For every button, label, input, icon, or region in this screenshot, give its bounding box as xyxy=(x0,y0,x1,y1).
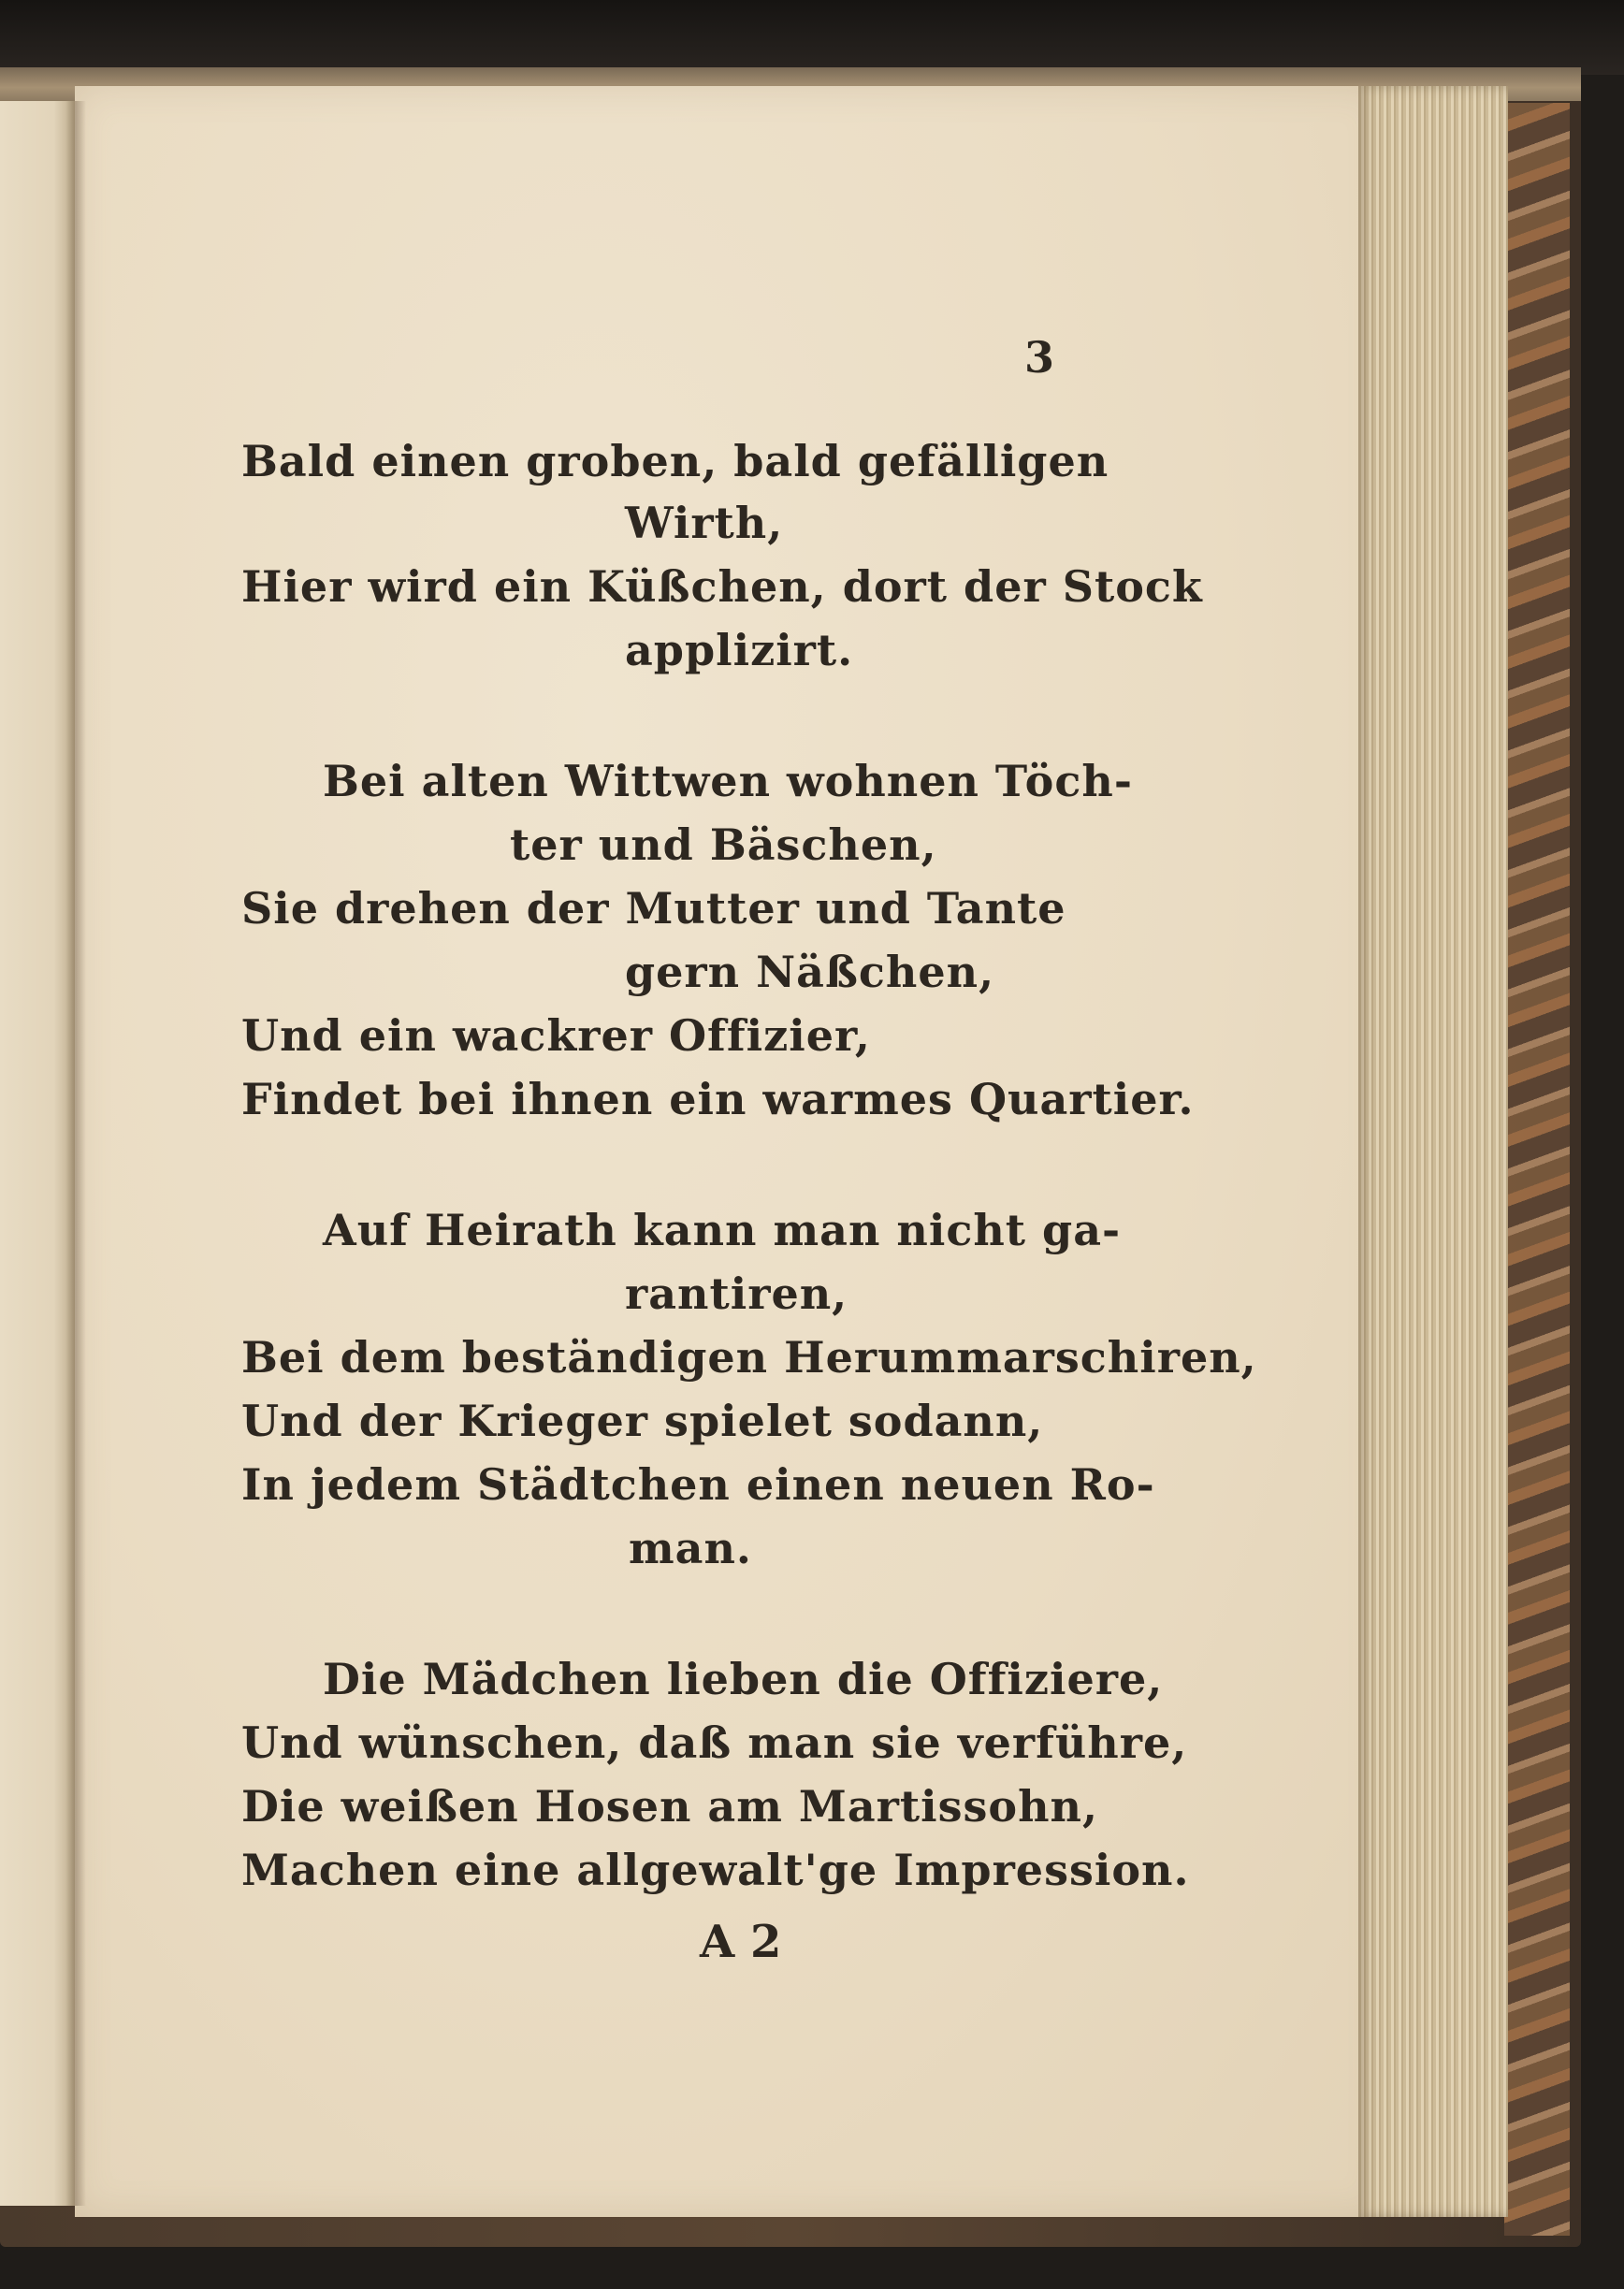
page-number: 3 xyxy=(1024,332,1055,383)
verse-line: ter und Bäschen, xyxy=(510,819,937,870)
verse-line: Machen eine allgewalt'ge Impression. xyxy=(241,1845,1190,1895)
verse-line: applizirt. xyxy=(625,625,854,675)
verse-line: rantiren, xyxy=(625,1268,848,1319)
verse-line: Wirth, xyxy=(625,498,784,548)
verse-line: Die weißen Hosen am Martissohn, xyxy=(241,1781,1098,1832)
verse-line: Sie drehen der Mutter und Tante xyxy=(241,883,1066,934)
verse-line: In jedem Städtchen einen neuen Ro- xyxy=(241,1459,1155,1510)
verse-line: Bald einen groben, bald gefälligen xyxy=(241,436,1109,486)
verse-line: Findet bei ihnen ein warmes Quartier. xyxy=(241,1074,1195,1124)
verse-line: Bei alten Wittwen wohnen Töch- xyxy=(323,756,1133,806)
verse-line: Und wünschen, daß man sie verführe, xyxy=(241,1717,1188,1768)
verse-line: Bei dem beständigen Herummarschiren, xyxy=(241,1332,1257,1383)
verse-line: Und ein wackrer Offizier, xyxy=(241,1010,871,1061)
verse-line: Und der Krieger spielet sodann, xyxy=(241,1396,1044,1446)
verse-line: Auf Heirath kann man nicht ga- xyxy=(323,1205,1122,1255)
verse-line: gern Näßchen, xyxy=(625,947,995,997)
verse-line: Die Mädchen lieben die Offiziere, xyxy=(323,1654,1164,1704)
verse-line: Hier wird ein Küßchen, dort der Stock xyxy=(241,561,1203,612)
signature-mark: A 2 xyxy=(700,1916,782,1968)
verse-line: man. xyxy=(629,1523,752,1573)
